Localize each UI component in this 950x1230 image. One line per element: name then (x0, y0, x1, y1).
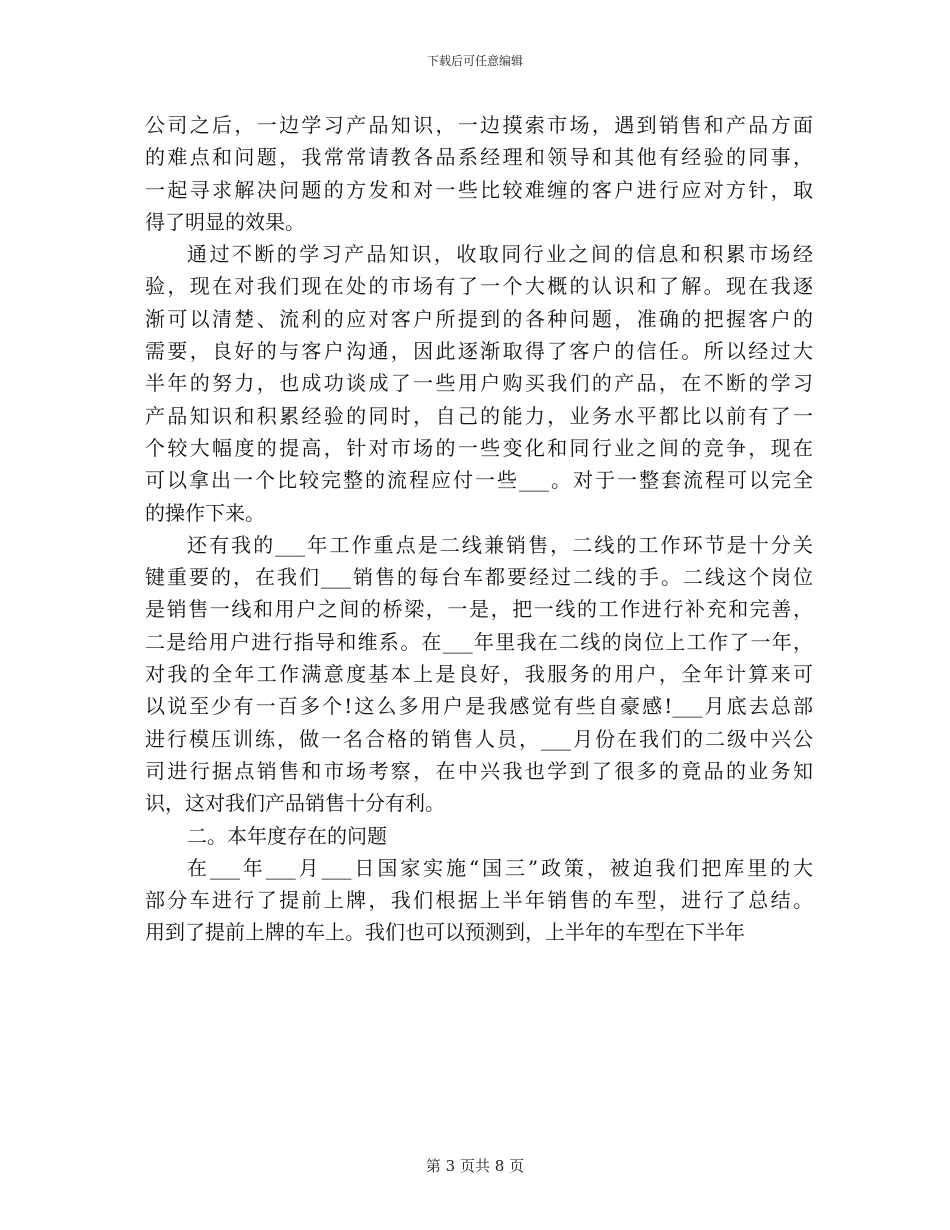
text-line: 在___年___月___日国家实施“国三”政策，被迫我们把库里的大 (187, 855, 813, 880)
text-line: 可以拿出一个比较完整的流程应付一些___。对于一整套流程可以完全 (145, 468, 813, 493)
text-line: 是销售一线和用户之间的桥梁，一是，把一线的工作进行补充和完善， (145, 597, 813, 622)
text-line: 进行模压训练，做一名合格的销售人员，___月份在我们的二级中兴公 (145, 726, 813, 751)
page-header: 下载后可任意编辑 (426, 54, 523, 68)
text-line: 产品知识和积累经验的同时，自己的能力，业务水平都比以前有了一 (145, 403, 813, 428)
text-line: 识，这对我们产品销售十分有利。 (145, 791, 445, 816)
text-line: 半年的努力，也成功谈成了一些用户购买我们的产品，在不断的学习 (145, 371, 813, 396)
text-line: 公司之后，一边学习产品知识，一边摸索市场，遇到销售和产品方面 (145, 113, 813, 137)
text-line: 的难点和问题，我常常请教各品系经理和领导和其他有经验的同事， (145, 145, 813, 170)
text-line: 得了明显的效果。 (145, 209, 305, 234)
paragraph (145, 534, 813, 825)
text-line: 以说至少有一百多个!这么多用户是我感觉有些自豪感!___月底去总部 (145, 694, 813, 719)
paragraph (145, 825, 813, 857)
paragraph (145, 857, 813, 954)
text-line: 二是给用户进行指导和维系。在___年里我在二线的岗位上工作了一年， (145, 629, 813, 654)
page-footer: 第 3 页共 8 页 (425, 1157, 525, 1175)
text-line: 用到了提前上牌的车上。我们也可以预测到，上半年的车型在下半年 (145, 920, 745, 945)
text-line: 司进行据点销售和市场考察，在中兴我也学到了很多的竟品的业务知 (145, 758, 813, 783)
text-line: 对我的全年工作满意度基本上是良好，我服务的用户，全年计算来可 (145, 662, 813, 687)
paragraph (145, 114, 813, 243)
text-line: 个较大幅度的提高，针对市场的一些变化和同行业之间的竞争，现在 (145, 435, 813, 460)
text-line: 部分车进行了提前上牌，我们根据上半年销售的车型，进行了总结。 (145, 888, 813, 913)
text-line: 的操作下来。 (145, 500, 265, 525)
text-line: 通过不断的学习产品知识，收取同行业之间的信息和积累市场经 (187, 242, 813, 267)
document-body (145, 114, 813, 954)
text-line: 还有我的___年工作重点是二线兼销售，二线的工作环节是十分关 (187, 532, 813, 557)
text-line: 一起寻求解决问题的方发和对一些比较难缠的客户进行应对方针，取 (145, 177, 813, 202)
paragraph (145, 243, 813, 534)
text-line: 需要，良好的与客户沟通，因此逐渐取得了客户的信任。所以经过大 (145, 339, 813, 364)
text-line: 渐可以清楚、流利的应对客户所提到的各种问题，准确的把握客户的 (145, 306, 813, 331)
text-line: 验，现在对我们现在处的市场有了一个大概的认识和了解。现在我逐 (145, 274, 813, 299)
text-line: 二。本年度存在的问题 (187, 823, 387, 848)
text-line: 键重要的，在我们___销售的每台车都要经过二线的手。二线这个岗位 (145, 565, 813, 590)
